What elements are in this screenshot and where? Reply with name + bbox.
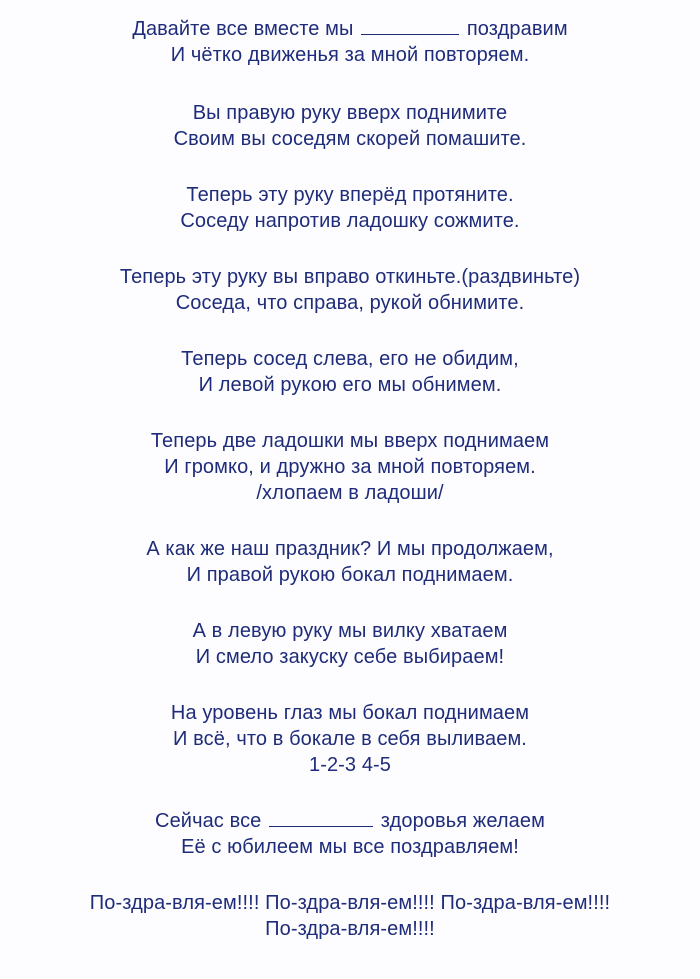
stanza-line: И громко, и дружно за мной повторяем. [164,456,536,478]
cheer-line: По-здра-вля-ем!!!! По-здра-вля-ем!!!! По-здра-вля-ем!!!! [89,892,611,914]
fill-in-blank [269,808,373,827]
stanza-4 [0,264,700,316]
stanza-line: А как же наш праздник? И мы продолжаем, [146,538,554,560]
stanza-11 [0,890,700,942]
stanza-5 [0,346,700,398]
cheer-line: По-здра-вля-ем!!!! [265,918,435,940]
stanza-line-start: Сейчас все [155,810,262,832]
stanza-line: И смело закуску себе выбираем! [195,646,505,668]
stanza-line: И правой рукою бокал поднимаем. [186,564,514,586]
stanza-line: А в левую руку мы вилку хватаем [192,620,508,642]
stanza-line: На уровень глаз мы бокал поднимаем [170,702,530,724]
stanza-8 [0,618,700,670]
stanza-line: Теперь эту руку вы вправо откиньте.(раздвиньте) [119,266,581,288]
stanza-9 [0,700,700,778]
stanza-10 [0,808,700,860]
stanza-line: Соседу напротив ладошку сожмите. [180,210,520,232]
stanza-line: И чётко движенья за мной повторяем. [170,44,530,66]
stanza-line [0,808,700,834]
stanza-line: И всё, что в бокале в себя выливаем. [173,728,527,750]
fill-in-blank [361,16,459,35]
stanza-line-end: поздравим [466,18,568,40]
stanza-1 [0,16,700,68]
stanza-line: Соседа, что справа, рукой обнимите. [175,292,525,314]
stanza-7 [0,536,700,588]
stanza-line: Её с юбилеем мы все поздравляем! [181,836,519,858]
stanza-line: Теперь сосед слева, его не обидим, [181,348,519,370]
stanza-line [0,16,700,42]
stanza-3 [0,182,700,234]
stanza-line-start: Давайте все вместе мы [132,18,354,40]
count-line: 1-2-3 4-5 [308,754,392,776]
stanza-2 [0,100,700,152]
stanza-line: Теперь эту руку вперёд протяните. [186,184,514,206]
stanza-line: Вы правую руку вверх поднимите [192,102,508,124]
stanza-line-end: здоровья желаем [380,810,545,832]
stanza-line: И левой рукою его мы обнимем. [198,374,502,396]
stanza-6 [0,428,700,506]
stage-direction: /хлопаем в ладоши/ [256,482,444,504]
stanza-line: Своим вы соседям скорей помашите. [173,128,527,150]
stanza-line: Теперь две ладошки мы вверх поднимаем [150,430,550,452]
